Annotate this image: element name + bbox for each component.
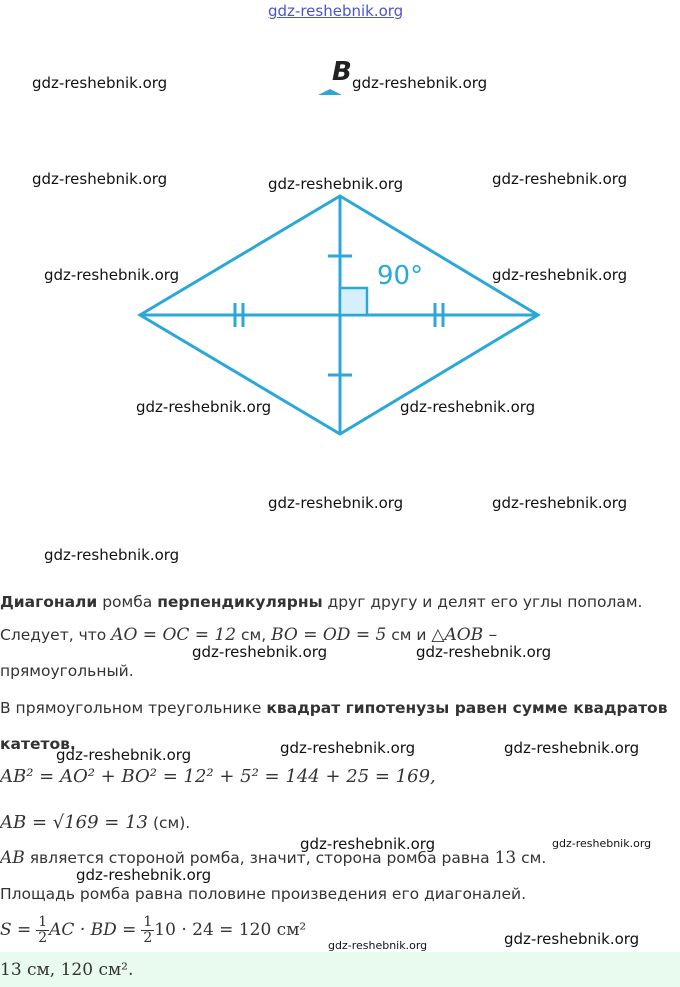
watermark: gdz-reshebnik.org bbox=[268, 494, 404, 512]
equation-ab-squared: AB² = AO² + BO² = 12² + 5² = 144 + 25 = 169, bbox=[0, 766, 436, 787]
math-ac-bd: AC · BD = bbox=[49, 920, 137, 940]
watermark: gdz-reshebnik.org bbox=[416, 643, 552, 661]
text-span: (см). bbox=[148, 814, 191, 832]
answer-text: 13 см, 120 см². bbox=[0, 960, 134, 980]
watermark: gdz-reshebnik.org bbox=[136, 398, 272, 416]
bold-pythagoras: квадрат гипотенузы равен сумме квадратов bbox=[266, 699, 668, 717]
watermark: gdz-reshebnik.org bbox=[400, 398, 536, 416]
watermark: gdz-reshebnik.org bbox=[492, 266, 628, 284]
paragraph-area-rule: Площадь ромба равна половине произведения его диагоналей. bbox=[0, 885, 527, 903]
vertex-label-b: B bbox=[332, 57, 352, 87]
bold-perpendicular: перпендикулярны bbox=[157, 593, 323, 611]
text-span: друг другу и делят его углы пополам. bbox=[322, 593, 643, 611]
rhombus-figure bbox=[0, 40, 680, 460]
math-ao-oc: AO = OC = 12 bbox=[111, 625, 237, 645]
answer-box bbox=[0, 952, 680, 987]
watermark: gdz-reshebnik.org bbox=[32, 74, 168, 92]
watermark: gdz-reshebnik.org bbox=[44, 546, 180, 564]
text-span: является стороной ромба, значит, сторона ромба равна bbox=[24, 849, 495, 867]
watermark: gdz-reshebnik.org bbox=[492, 494, 628, 512]
fraction-numerator: 1 bbox=[38, 914, 48, 930]
watermark: gdz-reshebnik.org bbox=[32, 170, 168, 188]
paragraph-diagonals bbox=[0, 591, 642, 613]
text-span: В прямоугольном треугольнике bbox=[0, 699, 267, 717]
math-triangle-aob: △AOB – bbox=[431, 625, 498, 645]
fraction-numerator: 1 bbox=[143, 914, 153, 930]
paragraph-pythagoras bbox=[0, 697, 668, 719]
watermark: gdz-reshebnik.org bbox=[504, 930, 640, 948]
angle-label: 90° bbox=[377, 261, 424, 291]
watermark: gdz-reshebnik.org bbox=[504, 739, 640, 757]
fraction-denominator: 2 bbox=[38, 930, 48, 946]
equation-area bbox=[0, 915, 306, 946]
watermark: gdz-reshebnik.org bbox=[268, 175, 404, 193]
text-span: см, bbox=[236, 626, 272, 644]
math-s: S = bbox=[0, 920, 32, 940]
paragraph-right-triangle: прямоугольный. bbox=[0, 662, 134, 680]
watermark: gdz-reshebnik.org bbox=[56, 746, 192, 764]
fraction-denominator: 2 bbox=[143, 930, 153, 946]
watermark: gdz-reshebnik.org bbox=[552, 837, 652, 850]
text-span: ромба bbox=[97, 593, 158, 611]
paragraph-legs: катетов. bbox=[0, 735, 76, 753]
text-span: см. bbox=[516, 849, 547, 867]
fraction-half bbox=[141, 915, 154, 946]
right-angle-mark bbox=[340, 288, 367, 315]
math-ab-sqrt: AB = √169 = 13 bbox=[0, 812, 149, 833]
bold-diagonals: Диагонали bbox=[0, 593, 98, 611]
watermark: gdz-reshebnik.org bbox=[492, 170, 628, 188]
fraction-half bbox=[36, 915, 49, 946]
math-area-result: 10 · 24 = 120 см² bbox=[154, 920, 307, 940]
top-watermark-link[interactable]: gdz-reshebnik.org bbox=[268, 2, 404, 20]
math-13: 13 bbox=[494, 848, 517, 868]
watermark: gdz-reshebnik.org bbox=[328, 939, 428, 952]
watermark: gdz-reshebnik.org bbox=[300, 835, 436, 853]
watermark: gdz-reshebnik.org bbox=[192, 643, 328, 661]
watermark: gdz-reshebnik.org bbox=[280, 739, 416, 757]
equation-ab bbox=[0, 812, 190, 834]
math-bo-od: BO = OD = 5 bbox=[271, 625, 387, 645]
text-span: см и bbox=[386, 626, 432, 644]
watermark: gdz-reshebnik.org bbox=[352, 74, 488, 92]
watermark: gdz-reshebnik.org bbox=[44, 266, 180, 284]
watermark: gdz-reshebnik.org bbox=[76, 866, 212, 884]
math-ab: AB bbox=[0, 848, 25, 868]
top-cut-marker bbox=[318, 89, 342, 95]
text-span: Следует, что bbox=[0, 626, 112, 644]
